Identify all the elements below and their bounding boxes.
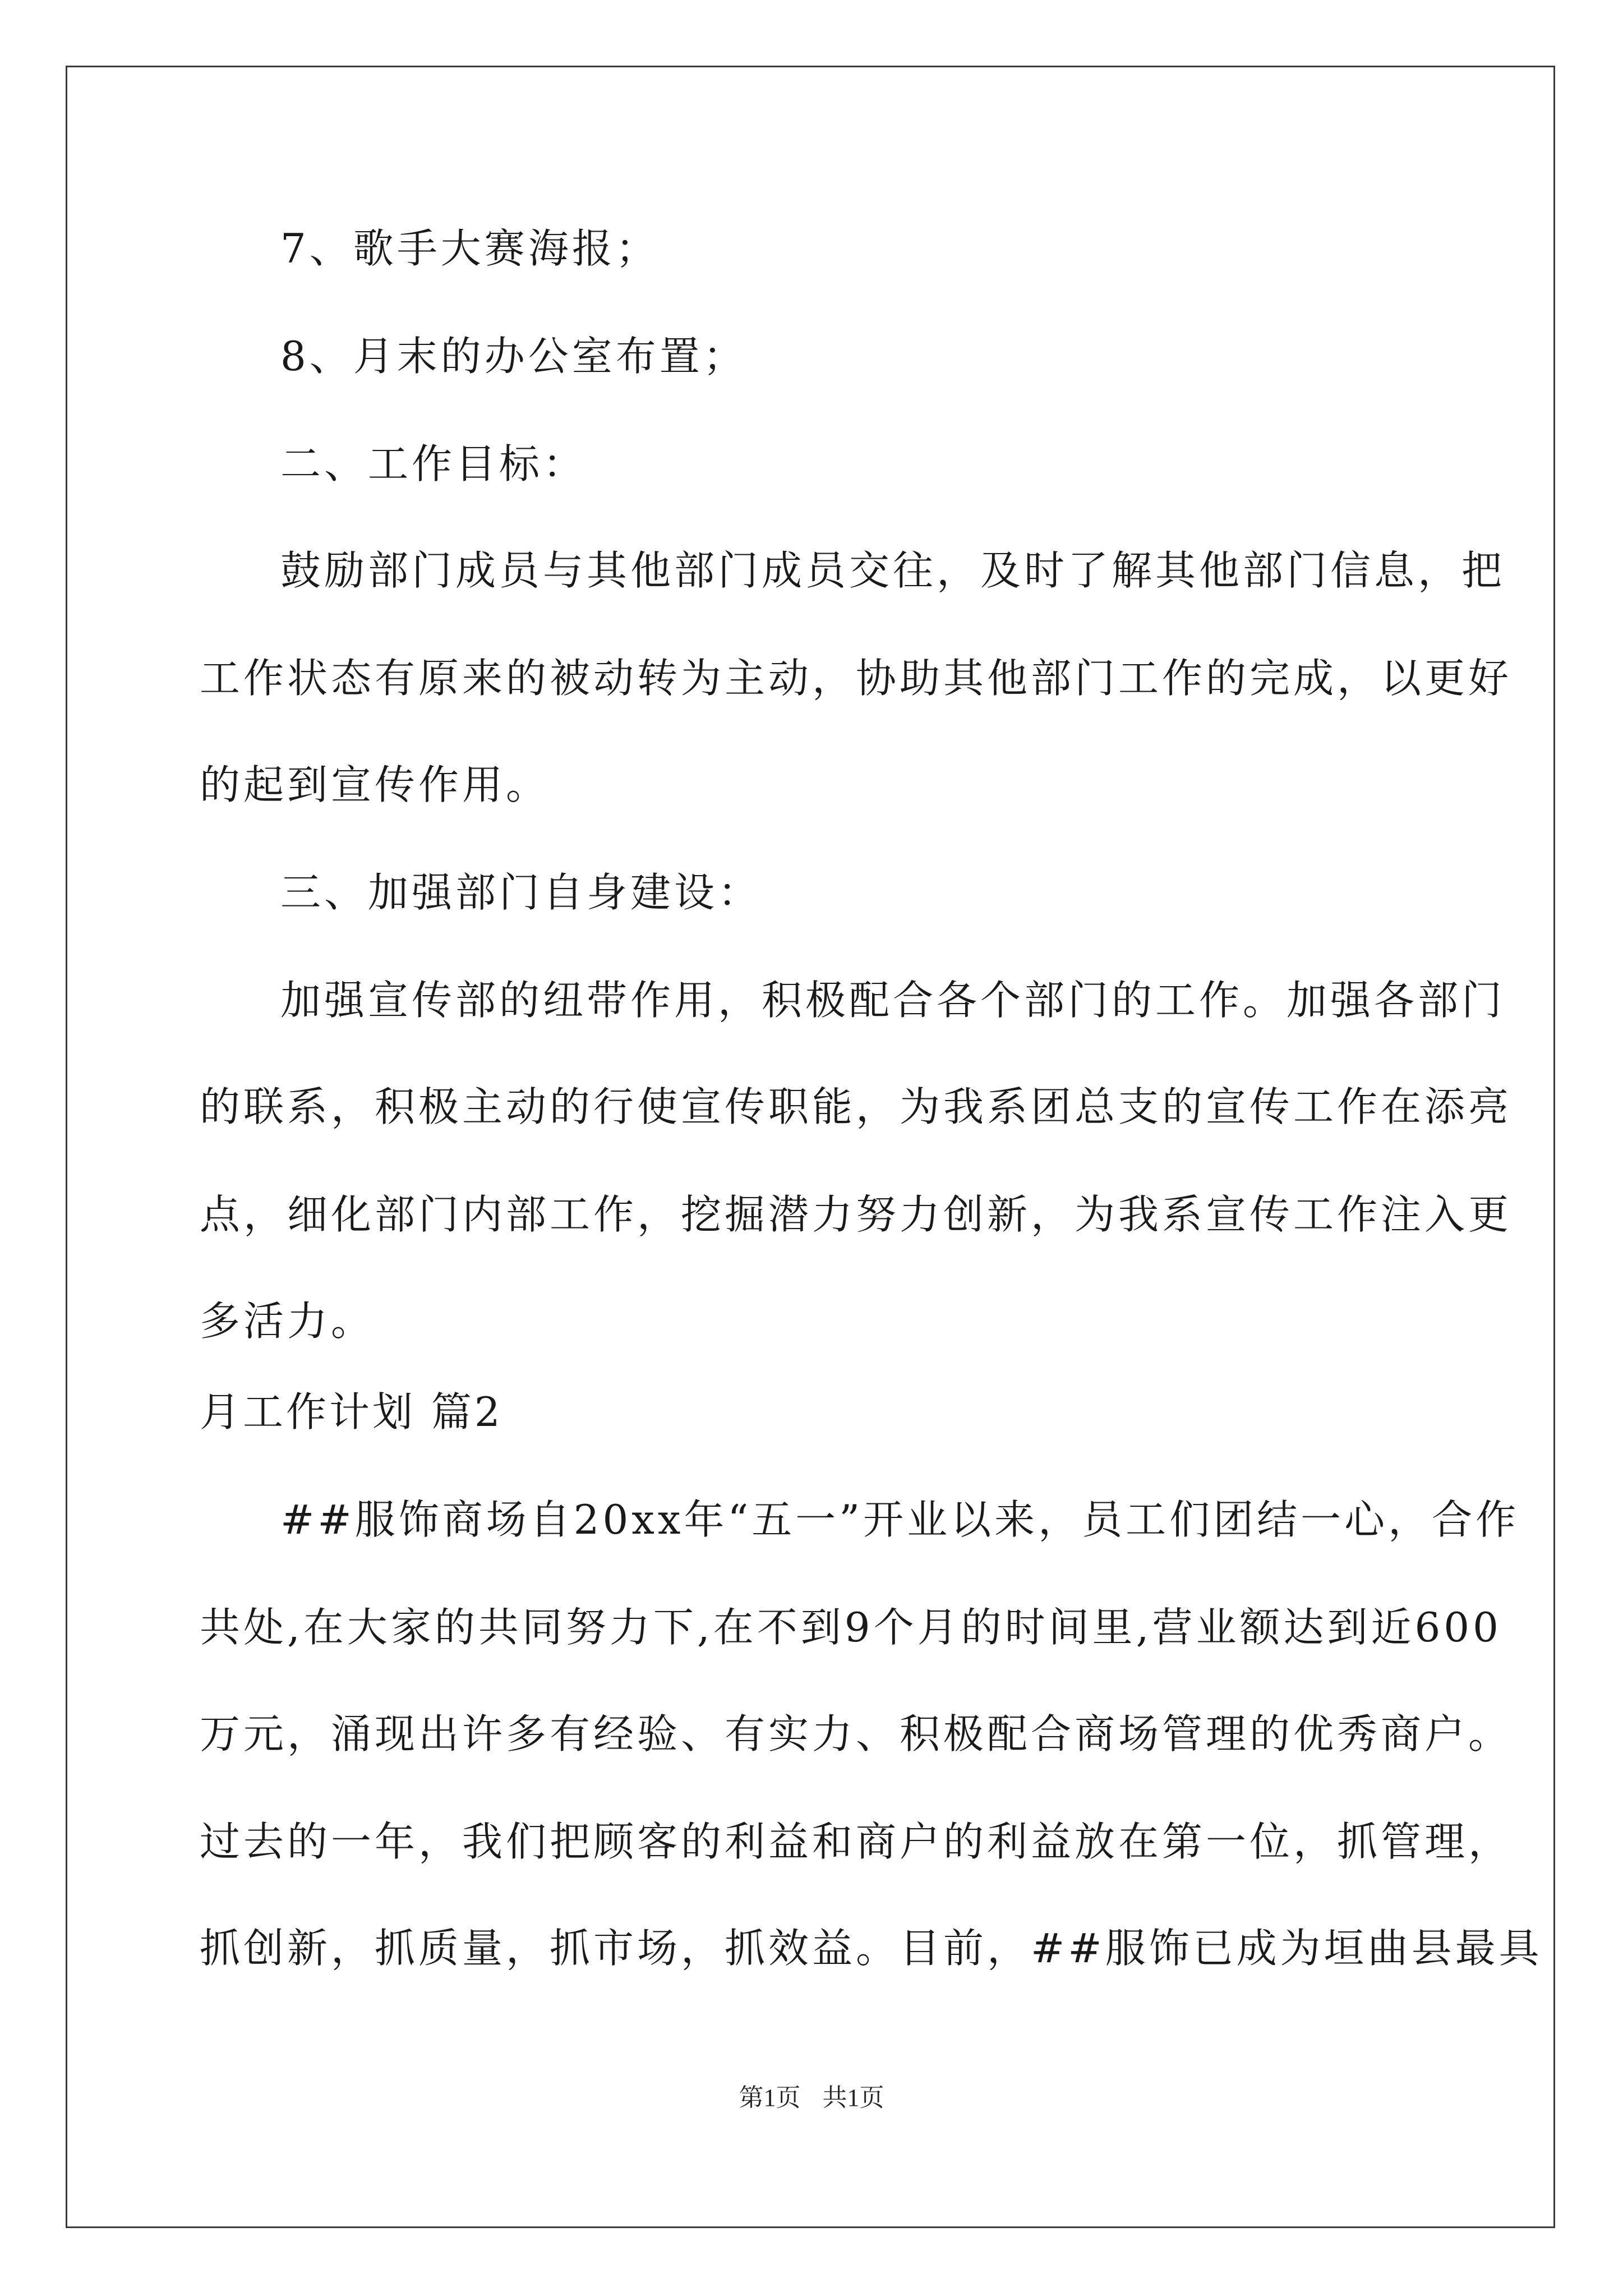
section-heading-self-building: 三、加强部门自身建设： <box>280 869 762 916</box>
paragraph-line: 万元，涌现出许多有经验、有实力、积极配合商场管理的优秀商户。 <box>200 1710 1513 1757</box>
page-number-total: 共1页 <box>822 2084 884 2111</box>
article-title: 月工作计划 篇2 <box>200 1388 503 1435</box>
paragraph-line: 工作状态有原来的被动转为主动，协助其他部门工作的完成，以更好 <box>200 655 1513 702</box>
paragraph-line: 抓创新，抓质量，抓市场，抓效益。目前，##服饰已成为垣曲县最具 <box>200 1925 1543 1972</box>
page-footer <box>0 2082 1623 2114</box>
page-border <box>66 66 1555 2228</box>
paragraph-line: 鼓励部门成员与其他部门成员交往，及时了解其他部门信息，把 <box>280 547 1506 594</box>
paragraph-line: ##服饰商场自20xx年“五一”开业以来，员工们团结一心，合作 <box>280 1496 1520 1543</box>
paragraph-line: 过去的一年，我们把顾客的利益和商户的利益放在第一位，抓管理， <box>200 1818 1513 1865</box>
list-item-8: 8、月末的办公室布置； <box>280 333 747 380</box>
section-heading-goals: 二、工作目标： <box>280 440 587 487</box>
paragraph-line: 加强宣传部的纽带作用，积极配合各个部门的工作。加强各部门 <box>280 977 1506 1024</box>
paragraph-line: 共处,在大家的共同努力下,在不到9个月的时间里,营业额达到近600 <box>200 1604 1502 1651</box>
paragraph-line: 的起到宣传作用。 <box>200 761 550 808</box>
page-number-current: 第1页 <box>739 2084 801 2111</box>
paragraph-line: 点，细化部门内部工作，挖掘潜力努力创新，为我系宣传工作注入更 <box>200 1191 1513 1238</box>
paragraph-line: 多活力。 <box>200 1297 375 1345</box>
list-item-7: 7、歌手大赛海报； <box>280 225 660 272</box>
paragraph-line: 的联系，积极主动的行使宣传职能，为我系团总支的宣传工作在添亮 <box>200 1083 1513 1130</box>
